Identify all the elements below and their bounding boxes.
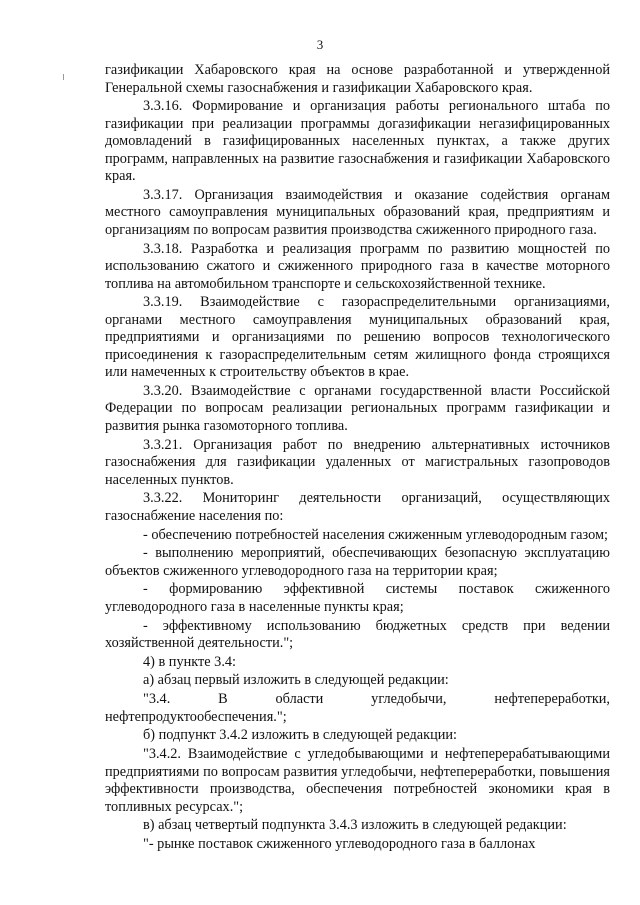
amendment-subitem-a: а) абзац первый изложить в следующей редакции: bbox=[143, 672, 449, 689]
quoted-text-3-4-2: "3.4.2. Взаимодействие с угледобывающими и нефтеперерабатывающими предприятиями по вопросам развития угледобычи, нефтепереработки, повышения эффективности производства, обеспечения потребностей экономики края в топливных ресурсах."; bbox=[105, 746, 610, 815]
margin-mark bbox=[63, 74, 64, 80]
paragraph-3-3-17: 3.3.17. Организация взаимодействия и оказание содействия органам местного самоуправления муниципальных образований края, предприятиям и организациям по вопросам развития производства сжиженного природного газа. bbox=[105, 186, 610, 238]
document-body bbox=[105, 62, 610, 855]
amendment-subitem-b: б) подпункт 3.4.2 изложить в следующей редакции: bbox=[143, 727, 458, 744]
list-item: - формированию эффективной системы поставок сжиженного углеводородного газа в населенные пункты края; bbox=[105, 581, 610, 615]
page-number: 3 bbox=[316, 37, 324, 52]
paragraph-3-3-16: 3.3.16. Формирование и организация работы регионального штаба по газификации при реализации программы догазификации негазифицированных домовладений в газифицированных населенных пунктах, а также других программ, направленных на развитие газоснабжения и газификации Хабаровского края. bbox=[105, 98, 610, 185]
quoted-text-3-4: "3.4. В области угледобычи, нефтепереработки, нефтепродуктообеспечения."; bbox=[105, 691, 610, 725]
amendment-subitem-v: в) абзац четвертый подпункта 3.4.3 изложить в следующей редакции: bbox=[143, 817, 567, 834]
list-item: - обеспечению потребностей населения сжиженным углеводородным газом; bbox=[143, 526, 608, 543]
amendment-item-4: 4) в пункте 3.4: bbox=[143, 653, 237, 670]
paragraph-3-3-21: 3.3.21. Организация работ по внедрению альтернативных источников газоснабжения для газификации удаленных от магистральных газопроводов населенных пунктов. bbox=[105, 436, 610, 488]
list-item: - выполнению мероприятий, обеспечивающих безопасную эксплуатацию объектов сжиженного углеводородного газа на территории края; bbox=[105, 545, 610, 579]
paragraph-3-3-19: 3.3.19. Взаимодействие с газораспределительными организациями, органами местного самоуправления муниципальных образований края, предприятиями и организациями по решению вопросов технологического присоединения к газораспределительным сетям жилищного фонда строящихся или намеченных к строительству объектов в крае. bbox=[105, 294, 610, 381]
paragraph-3-3-18: 3.3.18. Разработка и реализация программ по развитию мощностей по использованию сжатого и сжиженного природного газа в качестве моторного топлива на автомобильном транспорте и сельскохозяйственной технике. bbox=[105, 240, 610, 292]
paragraph-3-3-20: 3.3.20. Взаимодействие с органами государственной власти Российской Федерации по вопросам реализации региональных программ газификации и развития рынка газомоторного топлива. bbox=[105, 382, 610, 434]
paragraph-3-3-22: 3.3.22. Мониторинг деятельности организаций, осуществляющих газоснабжение населения по: bbox=[105, 490, 610, 524]
quoted-text-fragment: "- рынке поставок сжиженного углеводородного газа в баллонах bbox=[143, 835, 536, 852]
list-item: - эффективному использованию бюджетных средств при ведении хозяйственной деятельности."; bbox=[105, 617, 610, 652]
paragraph-continuation: газификации Хабаровского края на основе разработанной и утвержденной Генеральной схемы газоснабжения и газификации Хабаровского края. bbox=[105, 62, 610, 96]
